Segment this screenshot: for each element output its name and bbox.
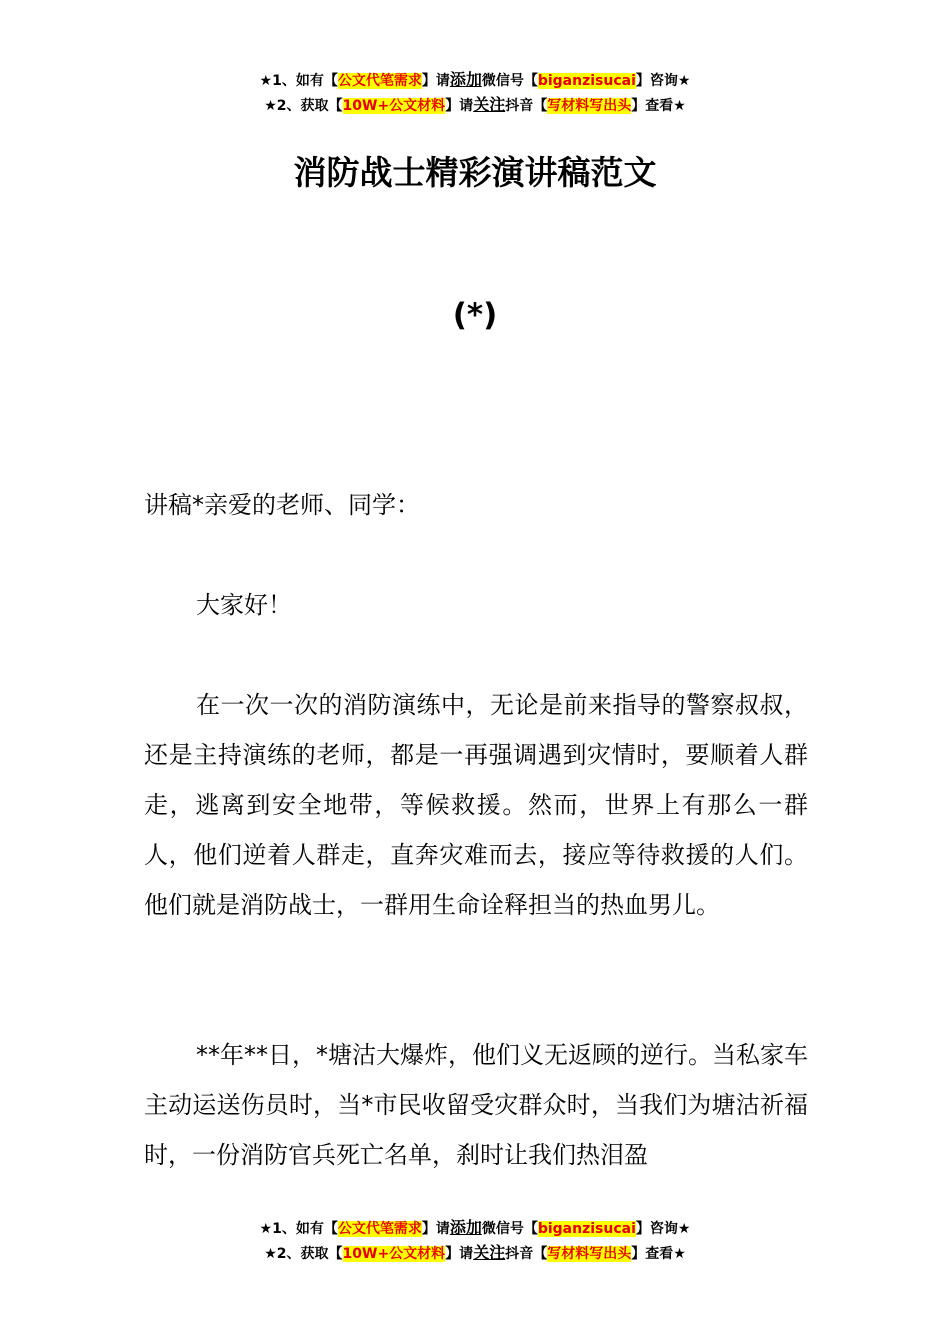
banner-line-1 bbox=[0, 68, 950, 93]
banner-underlined: 关注 bbox=[473, 95, 506, 114]
document-title: 消防战士精彩演讲稿范文 bbox=[293, 153, 657, 192]
banner-text: 】查看★ bbox=[631, 98, 686, 114]
body-paragraph bbox=[144, 1030, 808, 1180]
banner-douyin-name: 写材料写出头 bbox=[547, 1246, 632, 1262]
banner-underlined: 添加 bbox=[449, 70, 482, 89]
banner-highlight: 10W+公文材料 bbox=[342, 98, 446, 114]
banner-wechat-id: biganzisucai bbox=[537, 73, 636, 89]
greeting bbox=[144, 580, 808, 630]
banner-wechat-id: biganzisucai bbox=[537, 1221, 636, 1237]
banner-text: 微信号【 bbox=[481, 1221, 538, 1237]
banner-text: 抖音【 bbox=[505, 98, 548, 114]
paragraph-text: 在一次一次的消防演练中，无论是前来指导的警察叔叔，还是主持演练的老师，都是一再强调遇到灾情时，要顺着人群走，逃离到安全地带，等候救援。然而，世界上有那么一群人，他们逆着人群走，直奔灾难而去，接应等待救援的人们。他们就是消防战士，一群用生命诠释担当的热血男儿。 bbox=[144, 691, 808, 919]
salutation-text: 讲稿*亲爱的老师、同学： bbox=[144, 491, 420, 519]
paragraph-text: **年**日，*塘沽大爆炸，他们义无返顾的逆行。当私家车主动运送伤员时，当*市民收留受灾群众时，当我们为塘沽祈福时，一份消防官兵死亡名单，刹时让我们热泪盈 bbox=[144, 1041, 808, 1169]
banner-text: 】请 bbox=[421, 1221, 450, 1237]
banner-text: ★2、获取【 bbox=[264, 1246, 343, 1262]
header-banner bbox=[0, 68, 950, 118]
salutation bbox=[144, 480, 808, 530]
banner-text: 】请 bbox=[445, 98, 474, 114]
greeting-text: 大家好！ bbox=[196, 591, 292, 619]
banner-douyin-name: 写材料写出头 bbox=[547, 98, 632, 114]
banner-line-2 bbox=[0, 93, 950, 118]
banner-line-1 bbox=[0, 1216, 950, 1241]
banner-underlined: 关注 bbox=[473, 1243, 506, 1262]
banner-text: ★2、获取【 bbox=[264, 98, 343, 114]
footer-banner bbox=[0, 1216, 950, 1266]
banner-text: 微信号【 bbox=[481, 73, 538, 89]
banner-text: ★1、如有【 bbox=[259, 1221, 338, 1237]
banner-highlight: 公文代笔需求 bbox=[337, 73, 422, 89]
banner-underlined: 添加 bbox=[449, 1218, 482, 1237]
banner-text: 】查看★ bbox=[631, 1246, 686, 1262]
body-paragraph bbox=[144, 680, 808, 930]
banner-text: 】请 bbox=[445, 1246, 474, 1262]
banner-text: 】请 bbox=[421, 73, 450, 89]
banner-text: ★1、如有【 bbox=[259, 73, 338, 89]
banner-highlight: 公文代笔需求 bbox=[337, 1221, 422, 1237]
banner-text: 】咨询★ bbox=[635, 73, 691, 89]
banner-line-2 bbox=[0, 1241, 950, 1266]
banner-text: 抖音【 bbox=[505, 1246, 548, 1262]
banner-highlight: 10W+公文材料 bbox=[342, 1246, 446, 1262]
document-subtitle: (*) bbox=[452, 297, 498, 333]
banner-text: 】咨询★ bbox=[635, 1221, 691, 1237]
